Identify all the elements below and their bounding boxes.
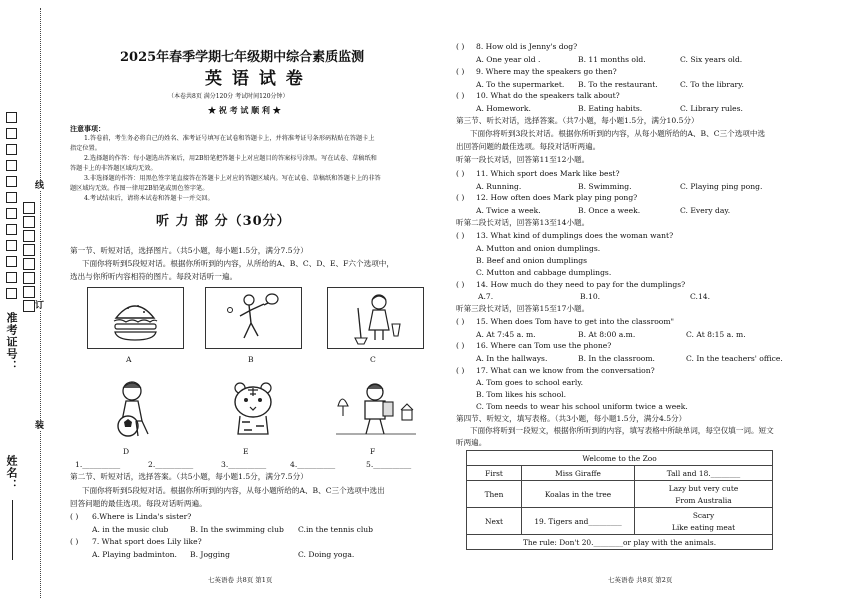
table-cell: Koalas in the tree	[522, 481, 635, 508]
answer-paren[interactable]: ( )	[70, 537, 79, 546]
option-c: C. Doing yoga.	[298, 550, 355, 559]
table-cell	[635, 508, 773, 535]
answer-blank[interactable]: 1.__________	[75, 460, 121, 469]
ticket-digit-box	[23, 286, 35, 298]
strip-box	[6, 224, 17, 235]
question-text: 16. Where can Tom use the phone?	[476, 341, 612, 350]
seal-char: 线	[33, 180, 43, 190]
table-cell-blank[interactable]: 19. Tigers and_________	[522, 508, 635, 535]
notes-item: 1.答卷前，考生务必将自己的姓名、准考证号填写在试卷和答题卡上，并将准考证号条形码粘贴在答题卡上	[84, 135, 375, 142]
dialogue-heading: 听第一段长对话，回答第11至12小题。	[456, 155, 590, 164]
picture-label: D	[123, 447, 130, 456]
question-text: 12. How often does Mark play ping pong?	[476, 193, 638, 202]
boy-soccer-ball-icon	[88, 376, 183, 441]
option-b: B. Once a week.	[578, 206, 641, 215]
picture-label: A	[126, 355, 132, 364]
table-cell-blank[interactable]: Tall and 18.________	[635, 466, 773, 481]
picture-d	[87, 375, 184, 442]
option-a: A. Twice a week.	[476, 206, 541, 215]
option-c: C. Playing ping pong.	[680, 182, 763, 191]
strip-box	[6, 288, 17, 299]
page-footer: 七英语卷 共8页 第2页	[608, 576, 673, 584]
option-c: C. To the library.	[680, 80, 744, 89]
option-b: B. Jogging	[190, 550, 230, 559]
section1-desc: 选出与你所听内容相符的图片。每段对话听一遍。	[70, 272, 238, 281]
option-c: C. At 8:15 a. m.	[686, 330, 746, 339]
table-rule-blank[interactable]: The rule: Don't 20.________or play with the animals.	[467, 535, 773, 550]
subject-title: 英 语 试 卷	[205, 69, 305, 89]
section4-desc: 下面你将听到一段短文，根据你所听到的内容，填写表格中所缺单词，每空仅填一词。短文	[470, 426, 774, 435]
option-b: B.10.	[580, 292, 601, 301]
ticket-number-label: 准考证号：	[5, 312, 18, 372]
picture-label: F	[370, 447, 376, 456]
answer-blank[interactable]: 2.__________	[148, 460, 194, 469]
strip-box	[6, 240, 17, 251]
name-underline	[12, 500, 13, 560]
option-b: B. Tom likes his school.	[476, 390, 566, 399]
zoo-table	[466, 450, 773, 550]
strip-box	[6, 272, 17, 283]
picture-label: B	[248, 355, 254, 364]
option-b: B. In the classroom.	[578, 354, 655, 363]
option-a: A. Homework.	[476, 104, 531, 113]
option-a: A. Running.	[476, 182, 522, 191]
table-row	[467, 481, 773, 508]
ticket-digit-box	[23, 300, 35, 312]
tiger-icon	[206, 376, 301, 441]
ticket-digit-box	[23, 202, 35, 214]
exam-meta: （本卷共8页 满分120分 考试时间120分钟）	[168, 93, 289, 100]
strip-box	[6, 112, 17, 123]
picture-e	[205, 375, 302, 442]
strip-box	[6, 208, 17, 219]
question-text: 17. What can we know from the conversation?	[476, 366, 655, 375]
answer-blank[interactable]: 3.__________	[221, 460, 267, 469]
section2-desc: 下面你将听到5段短对话。根据你所听到的内容，从每小题所给的A、B、C三个选项中选出	[82, 486, 385, 495]
answer-paren[interactable]: ( )	[456, 317, 465, 326]
girl-sweeping-icon	[328, 288, 423, 348]
option-c: C. Tom needs to wear his school uniform twice a week.	[476, 402, 688, 411]
table-cell-line: Like eating meat	[671, 522, 736, 532]
section4-title: 第四节、听短文，填写表格。（共3小题，每小题1.5分，满分4.5分）	[456, 414, 687, 423]
hamburger-icon	[88, 288, 183, 348]
tennis-player-icon	[206, 288, 301, 348]
ticket-digit-box	[23, 230, 35, 242]
boy-backpack-icon	[328, 376, 423, 441]
option-a: A. One year old .	[476, 55, 541, 64]
notes-item: 2.选择题的作答：每小题选出答案后，用2B铅笔把答题卡上对应题目的答案标号涂黑。写在试卷、草稿纸和	[84, 155, 377, 162]
question-text: 14. How much do they need to pay for the dumplings?	[476, 280, 686, 289]
option-a: A. At 7:45 a. m.	[476, 330, 536, 339]
table-cell-line: Scary	[692, 510, 715, 520]
table-cell: Next	[467, 508, 522, 535]
option-b: B. Beef and onion dumplings	[476, 256, 587, 265]
question-text: 6.Where is Linda's sister?	[92, 512, 192, 521]
answer-blank[interactable]: 5.__________	[366, 460, 412, 469]
answer-blank[interactable]: 4.__________	[290, 460, 336, 469]
option-c: C.14.	[690, 292, 711, 301]
answer-paren[interactable]: ( )	[456, 169, 465, 178]
option-c: C. Library rules.	[680, 104, 743, 113]
question-text: 9. Where may the speakers go then?	[476, 67, 617, 76]
option-c: C. In the teachers' office.	[686, 354, 783, 363]
section4-desc: 听两遍。	[456, 438, 487, 447]
table-cell-line: Lazy but very cute	[668, 483, 739, 493]
strip-box	[6, 160, 17, 171]
option-c: C.in the tennis club	[298, 525, 374, 534]
seal-char: 装	[33, 420, 43, 430]
table-row	[467, 466, 773, 481]
question-text: 7. What sport does Lily like?	[92, 537, 202, 546]
listening-title: 听 力 部 分（30分）	[156, 214, 291, 229]
section2-title: 第二节、听短对话，选择答案。（共5小题，每小题1.5分，满分7.5分）	[70, 472, 308, 481]
answer-paren[interactable]: ( )	[456, 42, 465, 51]
table-row	[467, 508, 773, 535]
table-cell: Then	[467, 481, 522, 508]
answer-paren[interactable]: ( )	[456, 341, 465, 350]
table-title: Welcome to the Zoo	[467, 451, 773, 466]
section1-title: 第一节、听短对话，选择图片。（共5小题，每小题1.5分，满分7.5分）	[70, 246, 308, 255]
strip-box	[6, 176, 17, 187]
notes-item: 指定位置。	[70, 145, 101, 152]
option-c: C. Every day.	[680, 206, 731, 215]
notes-item: 答题卡上的非答题区域均无效。	[70, 165, 157, 172]
table-cell: Miss Giraffe	[522, 466, 635, 481]
option-a: A. Mutton and onion dumplings.	[476, 244, 601, 253]
section1-desc: 下面你将听到5段短对话。根据你所听到的内容，从所给的A、B、C、D、E、F六个选项中，	[82, 259, 394, 268]
picture-f	[327, 375, 424, 442]
notes-item: 4.考试结束后，请将本试卷和答题卡一并交回。	[84, 195, 214, 202]
ticket-digit-box	[23, 216, 35, 228]
question-text: 13. What kind of dumplings does the woman want?	[476, 231, 674, 240]
answer-paren[interactable]: ( )	[456, 231, 465, 240]
dialogue-heading: 听第三段长对话，回答第15至17小题。	[456, 304, 590, 313]
question-text: 11. Which sport does Mark like best?	[476, 169, 620, 178]
answer-paren[interactable]: ( )	[456, 91, 465, 100]
table-cell: First	[467, 466, 522, 481]
picture-c	[327, 287, 424, 349]
name-label: 姓名：	[5, 455, 18, 491]
table-cell-line: From Australia	[675, 495, 732, 505]
good-luck: ★ 祝 考 试 顺 利 ★	[208, 105, 281, 115]
section3-desc: 下面你将听到3段长对话。根据你所听到的内容，从每小题所给的A、B、C三个选项中选	[470, 129, 766, 138]
picture-b	[205, 287, 302, 349]
option-a: A. In the hallways.	[476, 354, 548, 363]
question-text: 8. How old is Jenny's dog?	[476, 42, 578, 51]
option-b: B. Eating habits.	[578, 104, 643, 113]
option-b: B. 11 months old.	[578, 55, 646, 64]
option-b: B. In the swimming club	[190, 525, 284, 534]
strip-box	[6, 256, 17, 267]
picture-label: E	[243, 447, 249, 456]
answer-paren[interactable]: ( )	[456, 193, 465, 202]
option-b: B. Swimming.	[578, 182, 632, 191]
option-b: B. At 8:00 a.m.	[578, 330, 636, 339]
answer-paren[interactable]: ( )	[456, 366, 465, 375]
strip-box	[6, 144, 17, 155]
question-text: 15. When does Tom have to get into the classroom"	[476, 317, 675, 326]
option-a: A. in the music club	[92, 525, 169, 534]
notes-title: 注意事项：	[70, 124, 105, 133]
option-a: A. Playing badminton.	[92, 550, 177, 559]
option-c: C. Mutton and cabbage dumplings.	[476, 268, 612, 277]
question-text: 10. What do the speakers talk about?	[476, 91, 620, 100]
option-a: A.7.	[478, 292, 494, 301]
option-a: A. Tom goes to school early.	[476, 378, 584, 387]
picture-label: C	[370, 355, 376, 364]
picture-a	[87, 287, 184, 349]
strip-box	[6, 192, 17, 203]
ticket-digit-box	[23, 272, 35, 284]
answer-paren[interactable]: ( )	[70, 512, 79, 521]
ticket-digit-box	[23, 244, 35, 256]
option-c: C. Six years old.	[680, 55, 743, 64]
page-footer: 七英语卷 共8页 第1页	[208, 576, 273, 584]
ticket-digit-box	[23, 258, 35, 270]
answer-paren[interactable]: ( )	[456, 67, 465, 76]
seal-char: 订	[33, 300, 43, 310]
option-a: A. To the supermarket.	[476, 80, 565, 89]
strip-box	[6, 128, 17, 139]
dialogue-heading: 听第二段长对话，回答第13至14小题。	[456, 218, 590, 227]
option-b: B. To the restaurant.	[578, 80, 658, 89]
notes-item: 3.非选择题的作答：用黑色签字笔直接答在答题卡上对应的答题区域内。写在试卷、草稿纸和答题卡上的非答	[84, 175, 381, 182]
table-cell	[635, 481, 773, 508]
answer-paren[interactable]: ( )	[456, 280, 465, 289]
section2-desc: 回答问题的最佳选项。每段对话听两遍。	[70, 499, 207, 508]
notes-item: 题区域均无效。作图一律用2B铅笔或黑色签字笔。	[70, 185, 209, 192]
section3-desc: 出回答问题的最佳选项。每段对话听两遍。	[456, 142, 601, 151]
section3-title: 第三节、听长对话，选择答案。（共7小题，每小题1.5分，满分10.5分）	[456, 116, 699, 125]
exam-title: 2025年春季学期七年级期中综合素质监测	[120, 50, 365, 65]
